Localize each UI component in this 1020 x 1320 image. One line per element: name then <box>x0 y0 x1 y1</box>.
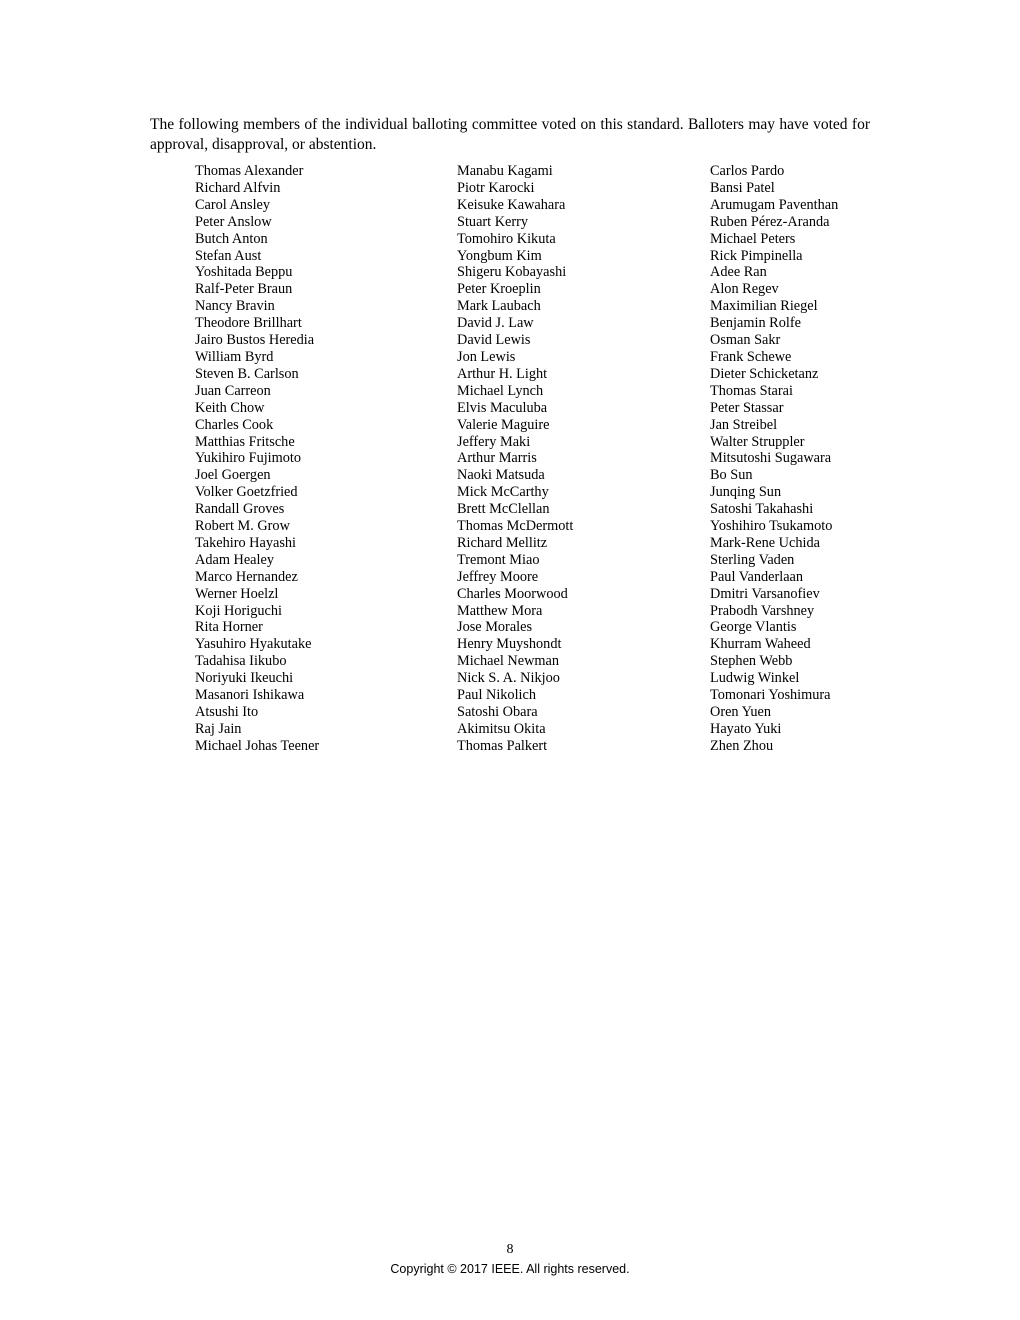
balloter-name: Peter Stassar <box>710 399 784 416</box>
balloter-column-3 <box>710 163 838 755</box>
balloter-name: Takehiro Hayashi <box>195 534 297 551</box>
balloter-name: Valerie Maguire <box>457 416 550 433</box>
balloter-name: Michael Peters <box>710 230 796 247</box>
balloter-name: Michael Newman <box>457 653 560 670</box>
balloter-name: Adee Ran <box>710 264 767 281</box>
balloter-name: Zhen Zhou <box>710 737 774 754</box>
balloter-name: Thomas Starai <box>710 382 793 399</box>
balloter-name: Khurram Waheed <box>710 636 811 653</box>
balloter-name: Ralf-Peter Braun <box>195 281 293 298</box>
balloter-name: Maximilian Riegel <box>710 298 818 315</box>
balloter-name: Arumugam Paventhan <box>710 196 839 213</box>
balloter-name: Richard Alfvin <box>195 179 281 196</box>
balloter-column-2 <box>457 163 573 755</box>
balloter-name: Jeffery Maki <box>457 433 531 450</box>
balloter-name: Yoshitada Beppu <box>195 264 293 281</box>
balloter-name: Prabodh Varshney <box>710 602 815 619</box>
balloter-name: Dieter Schicketanz <box>710 365 819 382</box>
balloter-name: Stuart Kerry <box>457 213 529 230</box>
balloter-name: Michael Lynch <box>457 382 544 399</box>
balloter-name: Tremont Miao <box>457 551 540 568</box>
balloter-name: Stephen Webb <box>710 653 793 670</box>
balloter-name: Theodore Brillhart <box>195 315 302 332</box>
balloter-name: Matthias Fritsche <box>195 433 295 450</box>
balloter-name: Jairo Bustos Heredia <box>195 332 315 349</box>
balloter-name: Steven B. Carlson <box>195 365 299 382</box>
balloter-name: Paul Vanderlaan <box>710 568 804 585</box>
balloter-name: Keisuke Kawahara <box>457 196 566 213</box>
balloter-name: Yukihiro Fujimoto <box>195 450 302 467</box>
balloter-name: Ludwig Winkel <box>710 670 800 687</box>
balloter-name: Randall Groves <box>195 501 285 518</box>
balloter-name: Junqing Sun <box>710 484 782 501</box>
balloter-name: Thomas McDermott <box>457 518 574 535</box>
balloter-name: Adam Healey <box>195 551 274 568</box>
balloter-name: Naoki Matsuda <box>457 467 545 484</box>
balloter-name: Noriyuki Ikeuchi <box>195 670 294 687</box>
balloter-name: Charles Cook <box>195 416 274 433</box>
balloter-name: Osman Sakr <box>710 332 781 349</box>
balloter-name: Thomas Palkert <box>457 737 548 754</box>
balloter-name: George Vlantis <box>710 619 797 636</box>
balloter-name: Satoshi Obara <box>457 704 538 720</box>
balloter-name: Marco Hernandez <box>195 568 298 585</box>
balloter-name: Tomonari Yoshimura <box>710 687 831 704</box>
balloter-name: Raj Jain <box>195 720 242 737</box>
balloter-name: David J. Law <box>457 315 534 332</box>
balloter-name: Juan Carreon <box>195 382 271 399</box>
balloter-name: Dmitri Varsanofiev <box>710 585 820 602</box>
balloter-name: Bo Sun <box>710 467 753 484</box>
balloter-name: Rita Horner <box>195 619 263 636</box>
balloter-name: Thomas Alexander <box>195 163 304 179</box>
balloter-name: Jose Morales <box>457 619 533 636</box>
balloter-column-1 <box>195 163 319 755</box>
balloter-name: Hayato Yuki <box>710 720 782 737</box>
balloter-name: Paul Nikolich <box>457 687 537 704</box>
balloter-name: Jeffrey Moore <box>457 568 539 585</box>
balloter-name: Brett McClellan <box>457 501 550 518</box>
copyright-notice: Copyright © 2017 IEEE. All rights reserved. <box>390 1262 630 1276</box>
balloter-name: Robert M. Grow <box>195 518 290 535</box>
balloter-name: Charles Moorwood <box>457 585 568 602</box>
balloter-name: Arthur Marris <box>457 450 537 467</box>
balloter-name: Volker Goetzfried <box>195 484 298 501</box>
balloter-name: Joel Goergen <box>195 467 271 484</box>
balloter-name: Mick McCarthy <box>457 484 549 501</box>
balloter-name: Jon Lewis <box>457 348 516 365</box>
balloter-name: Ruben Pérez-Aranda <box>710 213 830 230</box>
balloter-name: Matthew Mora <box>457 602 543 619</box>
balloter-name: Oren Yuen <box>710 704 772 720</box>
balloter-name: William Byrd <box>195 348 274 365</box>
balloter-name: Benjamin Rolfe <box>710 315 801 332</box>
balloter-name: Michael Johas Teener <box>195 737 320 754</box>
balloter-name: Manabu Kagami <box>457 163 553 179</box>
balloter-name: Piotr Karocki <box>457 179 535 196</box>
balloter-name: Richard Mellitz <box>457 534 548 551</box>
balloter-name: Akimitsu Okita <box>457 720 546 737</box>
balloter-name: Bansi Patel <box>710 179 775 196</box>
balloter-name: Shigeru Kobayashi <box>457 264 567 281</box>
balloter-name: Nancy Bravin <box>195 298 275 315</box>
balloter-name: Arthur H. Light <box>457 365 548 382</box>
balloter-name: Mark Laubach <box>457 298 541 315</box>
balloter-name: David Lewis <box>457 332 531 349</box>
balloter-name: Carlos Pardo <box>710 163 785 179</box>
balloter-name: Yasuhiro Hyakutake <box>195 636 312 653</box>
balloter-name: Stefan Aust <box>195 247 262 264</box>
balloter-name: Walter Struppler <box>710 433 805 450</box>
page-number: 8 <box>506 1242 514 1257</box>
balloter-name: Alon Regev <box>710 281 779 298</box>
balloter-name: Tomohiro Kikuta <box>457 230 556 247</box>
balloter-name: Henry Muyshondt <box>457 636 562 653</box>
balloter-name: Yongbum Kim <box>457 247 542 264</box>
balloter-name: Yoshihiro Tsukamoto <box>710 518 833 535</box>
balloter-name: Mitsutoshi Sugawara <box>710 450 832 467</box>
balloter-name: Peter Kroeplin <box>457 281 541 298</box>
balloter-name: Mark-Rene Uchida <box>710 534 820 551</box>
balloter-name: Keith Chow <box>195 399 265 416</box>
balloter-name: Werner Hoelzl <box>195 585 279 602</box>
intro-paragraph: The following members of the individual balloting committee voted on this standard. Balloters may have voted for approval, disapproval, or abstention. <box>150 116 870 153</box>
balloter-name: Sterling Vaden <box>710 551 795 568</box>
balloter-name: Carol Ansley <box>195 196 271 213</box>
balloter-name: Elvis Maculuba <box>457 399 548 416</box>
balloter-name: Frank Schewe <box>710 348 792 365</box>
balloter-name: Butch Anton <box>195 230 268 247</box>
balloter-name: Masanori Ishikawa <box>195 687 305 704</box>
balloter-name: Nick S. A. Nikjoo <box>457 670 560 687</box>
balloter-name: Satoshi Takahashi <box>710 501 814 518</box>
balloter-name: Atsushi Ito <box>195 704 259 720</box>
balloter-name: Tadahisa Iikubo <box>195 653 287 670</box>
balloter-name: Peter Anslow <box>195 213 272 230</box>
balloter-name: Koji Horiguchi <box>195 602 282 619</box>
balloter-name: Jan Streibel <box>710 416 778 433</box>
balloter-name: Rick Pimpinella <box>710 247 803 264</box>
